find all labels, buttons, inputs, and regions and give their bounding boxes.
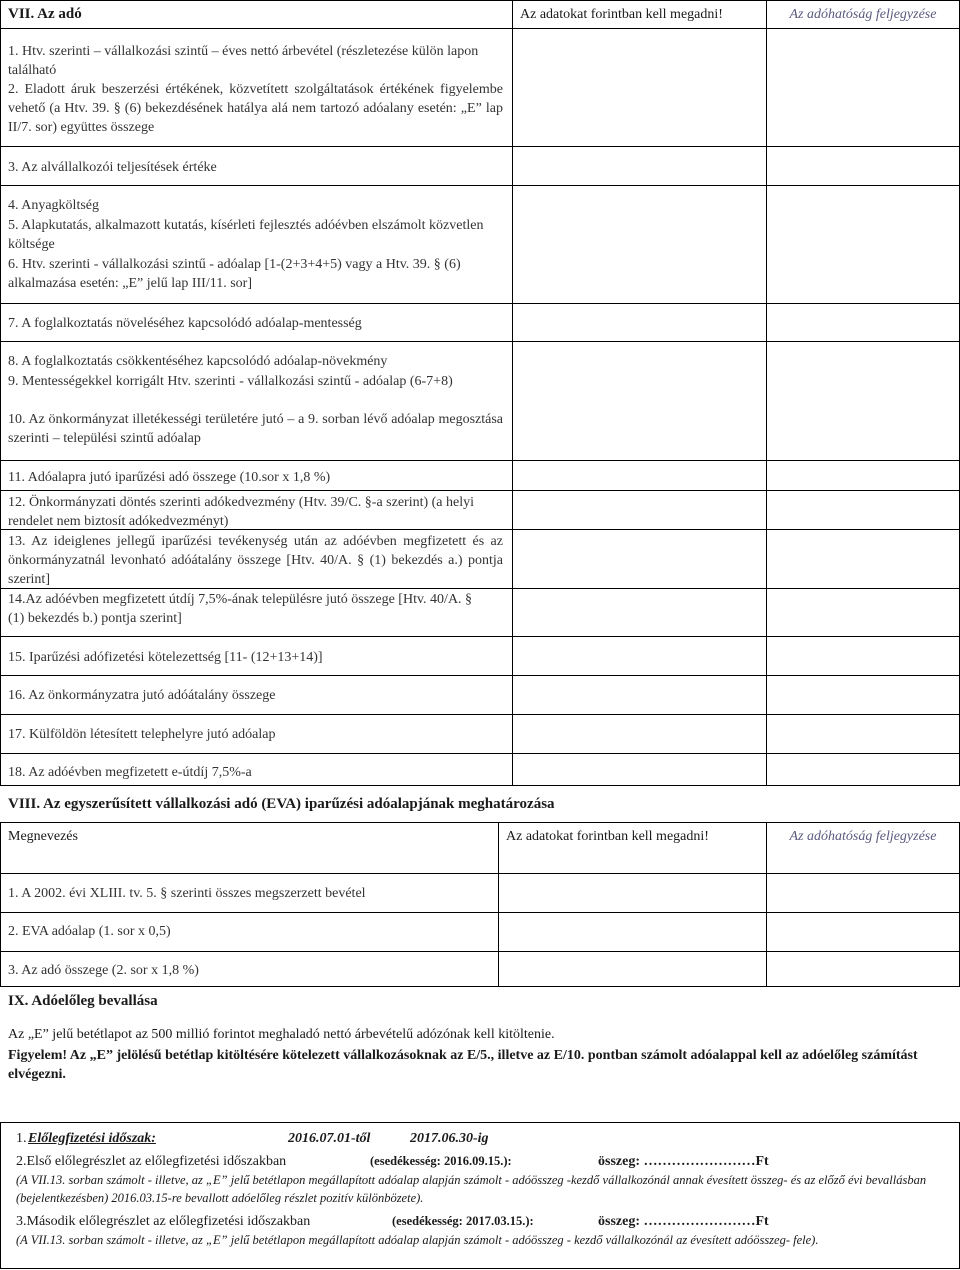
warning-text: Figyelem! Az „E” jelölésű betétlap kitöltésére kötelezett vállalkozásoknak az E/5., illetve az E/10. pontban számolt adóalappal kell az adóelőleg számítást elvégezni. xyxy=(8,1048,918,1082)
row-14: 14.Az adóévben megfizetett útdíj 7,5%-ának településre jutó összege [Htv. 40/A. § (1) bekezdés b.) pontja szerint] xyxy=(8,592,473,626)
row-15-value-field[interactable] xyxy=(513,637,765,675)
eva-row-3-value-field[interactable] xyxy=(499,952,765,986)
row-9: 9. Mentességekkel korrigált Htv. szerinti - vállalkozási szintű - adóalap (6-7+8) xyxy=(8,374,453,389)
row-16: 16. Az önkormányzatra jutó adóátalány összege xyxy=(8,688,276,703)
period-number: 1. xyxy=(16,1131,27,1146)
row-8: 8. A foglalkoztatás csökkentéséhez kapcsolódó adóalap-növekmény xyxy=(8,354,388,369)
period-from: 2016.07.01-től xyxy=(288,1131,371,1146)
row-3: 3. Az alvállalkozói teljesítések értéke xyxy=(8,160,217,175)
row-5: 5. Alapkutatás, alkalmazott kutatás, kísérleti fejlesztés adóévben elszámolt közvetlen költsége xyxy=(8,218,484,252)
currency-note: Az adatokat forintban kell megadni! xyxy=(520,7,723,22)
row-7-value-field[interactable] xyxy=(513,304,765,341)
row-16-value-field[interactable] xyxy=(513,676,765,714)
first-installment-due: (esedékesség: 2016.09.15.): xyxy=(370,1154,512,1168)
row-4-6-value-field[interactable] xyxy=(513,186,765,303)
row-3-value-field[interactable] xyxy=(513,147,765,185)
second-installment-amount[interactable]: összeg: ……………………Ft xyxy=(598,1214,769,1229)
row-15: 15. Iparűzési adófizetési kötelezettség [11- (12+13+14)] xyxy=(8,650,323,665)
row-2: 2. Eladott áruk beszerzési értékének, közvetített szolgáltatások értékének figyelembe vehető (a Htv. 39. § (6) bekezdésének hatálya alá nem tartozó adóalany esetén: „E” lap II/7. sor) együttes összege xyxy=(8,82,503,135)
row-4: 4. Anyagköltség xyxy=(8,198,99,213)
column-name-header: Megnevezés xyxy=(8,829,78,844)
eva-row-1-value-field[interactable] xyxy=(499,874,765,912)
row-1: 1. Htv. szerinti – vállalkozási szintű – éves nettó árbevétel (részletezése külön lapon található xyxy=(8,44,479,78)
currency-note: Az adatokat forintban kell megadni! xyxy=(506,829,709,844)
authority-column-header: Az adóhatóság feljegyzése xyxy=(789,7,937,22)
section-7-title: VII. Az adó xyxy=(8,6,82,22)
first-installment-note: (A VII.13. sorban számolt - illetve, az „E” jelű betétlapon megállapított adóalap alapján számolt - adóösszeg -kezdő vállalkozónál annak évesített összeg- és az előző évi bevallásban (bejelentkezésben) 2016.03.15-re bevallott adóelőleg részlet pozitív különbözete). xyxy=(16,1173,927,1205)
first-installment-amount[interactable]: összeg: ……………………Ft xyxy=(598,1154,769,1169)
second-installment-note: (A VII.13. sorban számolt - illetve, az „E” jelű betétlapon megállapított adóalap alapján számolt - adóösszeg - kezdő vállalkozónál az évesített adóösszeg- fele). xyxy=(16,1233,819,1247)
row-12: 12. Önkormányzati döntés szerinti adókedvezmény (Htv. 39/C. §-a szerint) (a helyi rendelet nem biztosít adókedvezményt) xyxy=(8,495,475,529)
row-8-10-value-field[interactable] xyxy=(513,342,765,460)
row-17: 17. Külföldön létesített telephelyre jutó adóalap xyxy=(8,727,276,742)
period-to: 2017.06.30-ig xyxy=(410,1131,489,1146)
e-sheet-intro: Az „E” jelű betétlapot az 500 millió forintot meghaladó nettó árbevételű adózónak kell kitöltenie. xyxy=(8,1027,555,1042)
row-17-value-field[interactable] xyxy=(513,715,765,753)
eva-row-2: 2. EVA adóalap (1. sor x 0,5) xyxy=(8,924,171,939)
row-1-2-value-field[interactable] xyxy=(513,29,765,146)
row-18: 18. Az adóévben megfizetett e-útdíj 7,5%-a xyxy=(8,765,252,780)
second-installment-label: 3.Második előlegrészlet az előlegfizetési időszakban xyxy=(16,1214,311,1229)
eva-row-2-value-field[interactable] xyxy=(499,913,765,951)
row-10: 10. Az önkormányzat illetékességi területére jutó – a 9. sorban lévő adóalap megosztása szerinti – települési szintű adóalap xyxy=(8,412,503,446)
second-installment-due: (esedékesség: 2017.03.15.): xyxy=(392,1214,534,1228)
row-18-value-field[interactable] xyxy=(513,754,765,785)
row-11-value-field[interactable] xyxy=(513,461,765,490)
section-8-title: VIII. Az egyszerűsített vállalkozási adó (EVA) iparűzési adóalapjának meghatározása xyxy=(8,796,555,812)
authority-column-header: Az adóhatóság feljegyzése xyxy=(789,829,937,844)
row-7: 7. A foglalkoztatás növeléséhez kapcsolódó adóalap-mentesség xyxy=(8,316,362,331)
first-installment-label: 2.Első előlegrészlet az előlegfizetési időszakban xyxy=(16,1154,287,1169)
eva-row-3: 3. Az adó összege (2. sor x 1,8 %) xyxy=(8,963,199,978)
row-11: 11. Adóalapra jutó iparűzési adó összege (10.sor x 1,8 %) xyxy=(8,470,331,485)
row-13-value-field[interactable] xyxy=(513,530,765,588)
row-13: 13. Az ideiglenes jellegű iparűzési tevékenység után az adóévben megfizetett és az önkormányzatnál levonható adóátalány összege [Htv. 40/A. § (1) bekezdés a.) pontja szerint] xyxy=(8,534,503,587)
row-12-value-field[interactable] xyxy=(513,491,765,529)
section-9-title: IX. Adóelőleg bevallása xyxy=(8,993,158,1009)
eva-row-1: 1. A 2002. évi XLIII. tv. 5. § szerinti összes megszerzett bevétel xyxy=(8,886,366,901)
row-14-value-field[interactable] xyxy=(513,589,765,636)
row-6: 6. Htv. szerinti - vállalkozási szintű - adóalap [1-(2+3+4+5) vagy a Htv. 39. § (6) alkalmazása esetén: „E” jelű lap III/11. sor] xyxy=(8,257,461,291)
period-label: Előlegfizetési időszak: xyxy=(28,1131,156,1146)
